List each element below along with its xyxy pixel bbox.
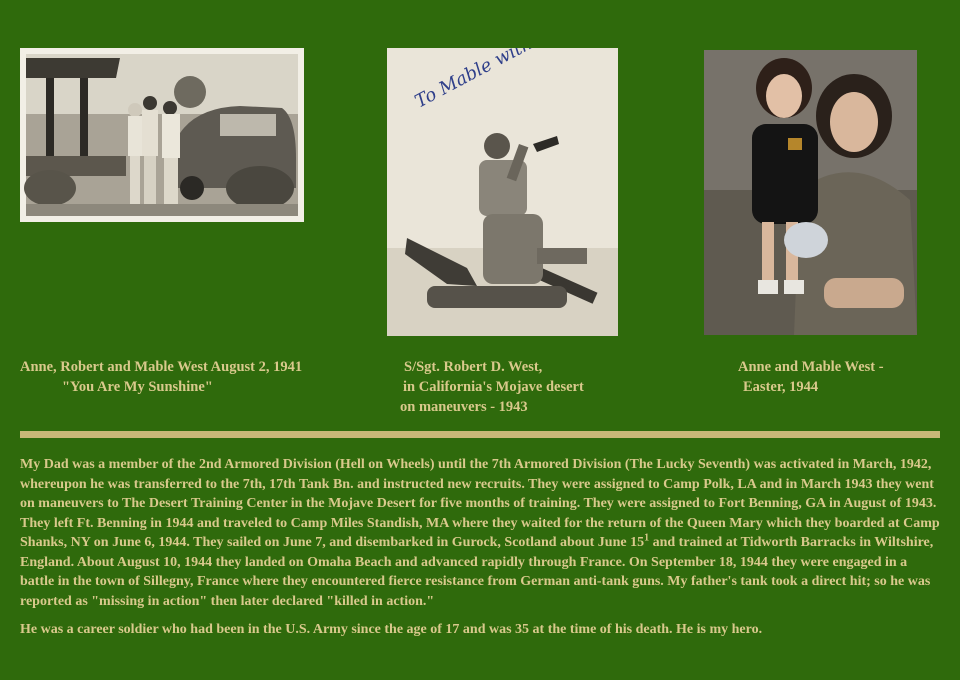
story-paragraph-1 <box>20 455 940 611</box>
caption-line: in California's Mojave desert <box>403 379 584 395</box>
story-text-part: My Dad was a member of the 2nd Armored Division (Hell on Wheels) until the 7th Armored Division (The Lucky Seventh) was activated in March, 1942, whereupon he was transferred to the 7th, 17th Tank Bn. and instructed new recruits. They were assigned to Camp Polk, LA and in March 1943 they went on maneuvers to The Desert Training Center in the Mojave Desert for five months of training. They were assigned to Fort Benning, GA in August of 1943. They left Ft. Benning in 1944 and traveled to Camp Miles Standish, MA where they waited for the return of the Queen Mary which they boarded at Camp Shanks, NY on June 6, 1944. They sailed on June 7, and disembarked in Gurock, Scotland about June 15 <box>20 457 940 550</box>
anne-mable-photo-1944-image <box>704 50 917 335</box>
anne-mable-photo-1944 <box>704 50 917 335</box>
story-text <box>20 455 940 649</box>
section-divider <box>20 431 940 438</box>
caption-line: Anne, Robert and Mable West August 2, 1941 <box>20 359 303 375</box>
story-text-part: and trained at Tidworth Barracks in Wiltshire, England. About August 10, 1944 they landed on Omaha Beach and advanced rapidly through France. On September 18, 1944 they were engaged in a battle in the town of Sillegny, France where they encountered fierce resistance from German anti-tank guns. My father's tank took a direct hit; so he was reported as "missing in action" then later declared "killed in action." <box>20 535 934 609</box>
footnote-marker: 1 <box>644 532 650 544</box>
caption-line: Anne and Mable West - <box>738 359 884 375</box>
soldier-photo-1943 <box>387 48 618 336</box>
caption-line: Easter, 1944 <box>743 379 819 395</box>
caption-line: on maneuvers - 1943 <box>400 399 528 415</box>
caption-anne-mable-photo <box>738 357 884 397</box>
caption-line: S/Sgt. Robert D. West, <box>404 359 543 375</box>
soldier-photo-1943-image <box>387 48 618 336</box>
caption-line: "You Are My Sunshine" <box>62 379 213 395</box>
caption-soldier-photo <box>400 357 584 417</box>
story-paragraph-2: He was a career soldier who had been in the U.S. Army since the age of 17 and was 35 at the time of his death. He is my hero. <box>20 622 763 637</box>
caption-family-photo <box>20 357 302 397</box>
family-photo-1941-image <box>20 48 304 222</box>
family-photo-1941 <box>20 48 304 222</box>
